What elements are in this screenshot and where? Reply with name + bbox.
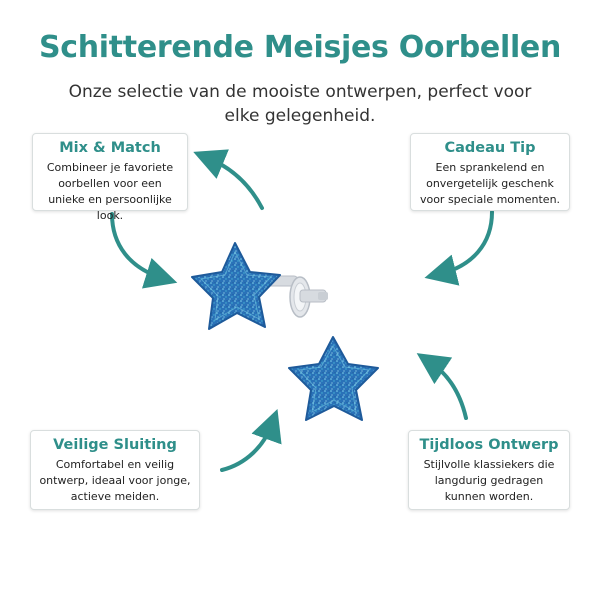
card-text: Stijlvolle klassiekers die langdurig gedragen kunnen worden. bbox=[423, 458, 555, 503]
card-title: Mix & Match bbox=[59, 140, 161, 156]
star-earring-icon bbox=[289, 337, 378, 420]
curved-arrow-icon bbox=[208, 158, 262, 208]
info-card-tijdloos-ontwerp bbox=[408, 430, 570, 510]
card-text: Comfortabel en veilig ontwerp, ideaal voor jonge, actieve meiden. bbox=[39, 458, 191, 503]
star-earring-icon bbox=[192, 243, 328, 329]
curved-arrow-icon bbox=[222, 424, 272, 470]
card-title: Veilige Sluiting bbox=[53, 437, 177, 453]
card-text: Een sprankelend en onvergetelijk geschenk voor speciale momenten. bbox=[419, 161, 561, 206]
info-card-mix-match bbox=[32, 133, 188, 222]
curved-arrow-icon bbox=[440, 212, 492, 274]
card-text: Combineer je favoriete oorbellen voor een unieke en persoonlijke look. bbox=[46, 161, 174, 222]
card-title: Cadeau Tip bbox=[444, 140, 536, 156]
info-card-veilige-sluiting bbox=[30, 430, 200, 510]
curved-arrow-icon bbox=[430, 362, 466, 418]
info-card-cadeau-tip bbox=[410, 133, 570, 211]
card-title: Tijdloos Ontwerp bbox=[419, 437, 559, 453]
page-subtitle: Onze selectie van de mooiste ontwerpen, perfect voor elke gelegenheid. bbox=[68, 82, 532, 126]
page-title: Schitterende Meisjes Oorbellen bbox=[38, 30, 562, 65]
